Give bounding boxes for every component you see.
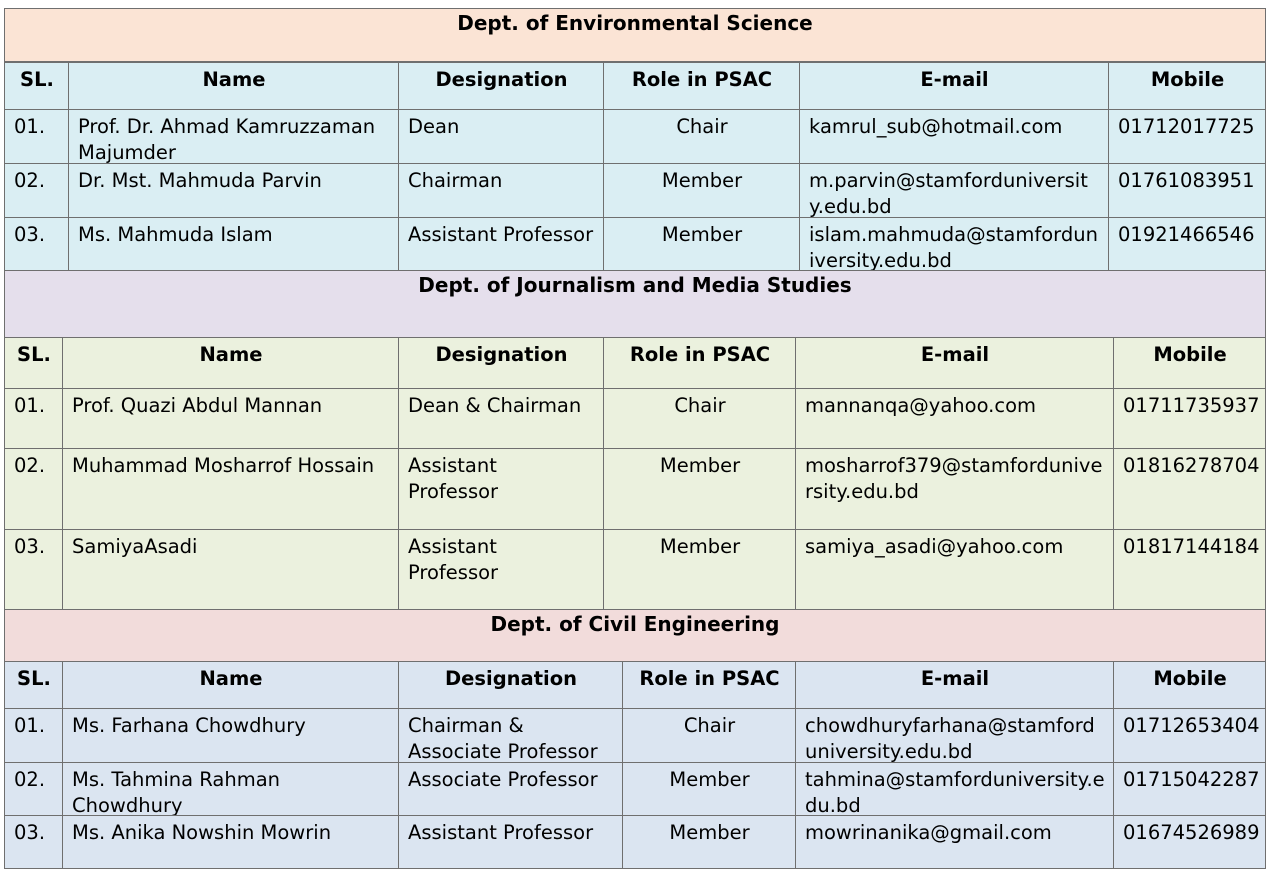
header-name: Name xyxy=(68,62,399,110)
cell-email: mowrinanika@gmail.com xyxy=(795,815,1114,869)
cell-designation: Assistant Professor xyxy=(398,217,604,271)
cell-mobile: 01715042287 xyxy=(1113,762,1266,816)
cell-role: Chair xyxy=(603,388,796,449)
cell-sl: 03. xyxy=(4,815,63,869)
header-designation: Designation xyxy=(398,661,623,709)
cell-email: mannanqa@yahoo.com xyxy=(795,388,1114,449)
cell-designation: Assistant Professor xyxy=(398,815,623,869)
header-designation: Designation xyxy=(398,337,604,389)
header-email: E-mail xyxy=(795,337,1114,389)
cell-role: Chair xyxy=(622,708,796,763)
header-name: Name xyxy=(62,661,399,709)
cell-email: chowdhuryfarhana@stamforduniversity.edu.bd xyxy=(795,708,1114,763)
section-title: Dept. of Environmental Science xyxy=(4,8,1266,62)
cell-name: Prof. Dr. Ahmad Kamruzzaman Majumder xyxy=(68,109,399,164)
header-designation: Designation xyxy=(398,62,604,110)
cell-designation: Associate Professor xyxy=(398,762,623,816)
cell-designation: Dean & Chairman xyxy=(398,388,604,449)
header-mobile: Mobile xyxy=(1113,661,1266,709)
header-mobile: Mobile xyxy=(1113,337,1266,389)
cell-role: Member xyxy=(622,815,796,869)
cell-sl: 02. xyxy=(4,448,63,530)
cell-name: SamiyaAsadi xyxy=(62,529,399,610)
cell-role: Member xyxy=(603,448,796,530)
cell-designation: Chairman & Associate Professor xyxy=(398,708,623,763)
cell-designation: Chairman xyxy=(398,163,604,218)
cell-sl: 01. xyxy=(4,388,63,449)
cell-sl: 01. xyxy=(4,109,69,164)
cell-role: Member xyxy=(603,217,800,271)
header-sl: SL. xyxy=(4,661,63,709)
cell-name: Dr. Mst. Mahmuda Parvin xyxy=(68,163,399,218)
cell-email: tahmina@stamforduniversity.edu.bd xyxy=(795,762,1114,816)
cell-email: m.parvin@stamforduniversity.edu.bd xyxy=(799,163,1109,218)
cell-mobile: 01921466546 xyxy=(1108,217,1266,271)
cell-email: islam.mahmuda@stamforduniversity.edu.bd xyxy=(799,217,1109,271)
cell-email: mosharrof379@stamforduniversity.edu.bd xyxy=(795,448,1114,530)
cell-mobile: 01712653404 xyxy=(1113,708,1266,763)
cell-name: Muhammad Mosharrof Hossain xyxy=(62,448,399,530)
cell-sl: 03. xyxy=(4,217,69,271)
cell-designation: Assistant Professor xyxy=(398,448,604,530)
cell-role: Member xyxy=(603,163,800,218)
header-mobile: Mobile xyxy=(1108,62,1266,110)
cell-mobile: 01711735937 xyxy=(1113,388,1266,449)
section-journalism-media-studies xyxy=(4,270,1268,610)
cell-role: Member xyxy=(622,762,796,816)
cell-name: Ms. Farhana Chowdhury xyxy=(62,708,399,763)
cell-name: Ms. Tahmina Rahman Chowdhury xyxy=(62,762,399,816)
cell-sl: 02. xyxy=(4,762,63,816)
cell-designation: Dean xyxy=(398,109,604,164)
header-role: Role in PSAC xyxy=(603,337,796,389)
header-sl: SL. xyxy=(4,62,69,110)
cell-mobile: 01816278704 xyxy=(1113,448,1266,530)
header-email: E-mail xyxy=(795,661,1114,709)
cell-name: Ms. Anika Nowshin Mowrin xyxy=(62,815,399,869)
header-sl: SL. xyxy=(4,337,63,389)
cell-role: Chair xyxy=(603,109,800,164)
cell-name: Prof. Quazi Abdul Mannan xyxy=(62,388,399,449)
cell-designation: Assistant Professor xyxy=(398,529,604,610)
cell-mobile: 01761083951 xyxy=(1108,163,1266,218)
header-role: Role in PSAC xyxy=(603,62,800,110)
cell-sl: 01. xyxy=(4,708,63,763)
cell-email: kamrul_sub@hotmail.com xyxy=(799,109,1109,164)
cell-mobile: 01674526989 xyxy=(1113,815,1266,869)
cell-mobile: 01712017725 xyxy=(1108,109,1266,164)
header-role: Role in PSAC xyxy=(622,661,796,709)
cell-mobile: 01817144184 xyxy=(1113,529,1266,610)
cell-name: Ms. Mahmuda Islam xyxy=(68,217,399,271)
header-email: E-mail xyxy=(799,62,1109,110)
cell-role: Member xyxy=(603,529,796,610)
cell-sl: 02. xyxy=(4,163,69,218)
section-title: Dept. of Journalism and Media Studies xyxy=(4,270,1266,338)
cell-email: samiya_asadi@yahoo.com xyxy=(795,529,1114,610)
section-civil-engineering xyxy=(4,609,1268,869)
header-name: Name xyxy=(62,337,399,389)
cell-sl: 03. xyxy=(4,529,63,610)
section-environmental-science xyxy=(4,8,1268,270)
section-title: Dept. of Civil Engineering xyxy=(4,609,1266,662)
